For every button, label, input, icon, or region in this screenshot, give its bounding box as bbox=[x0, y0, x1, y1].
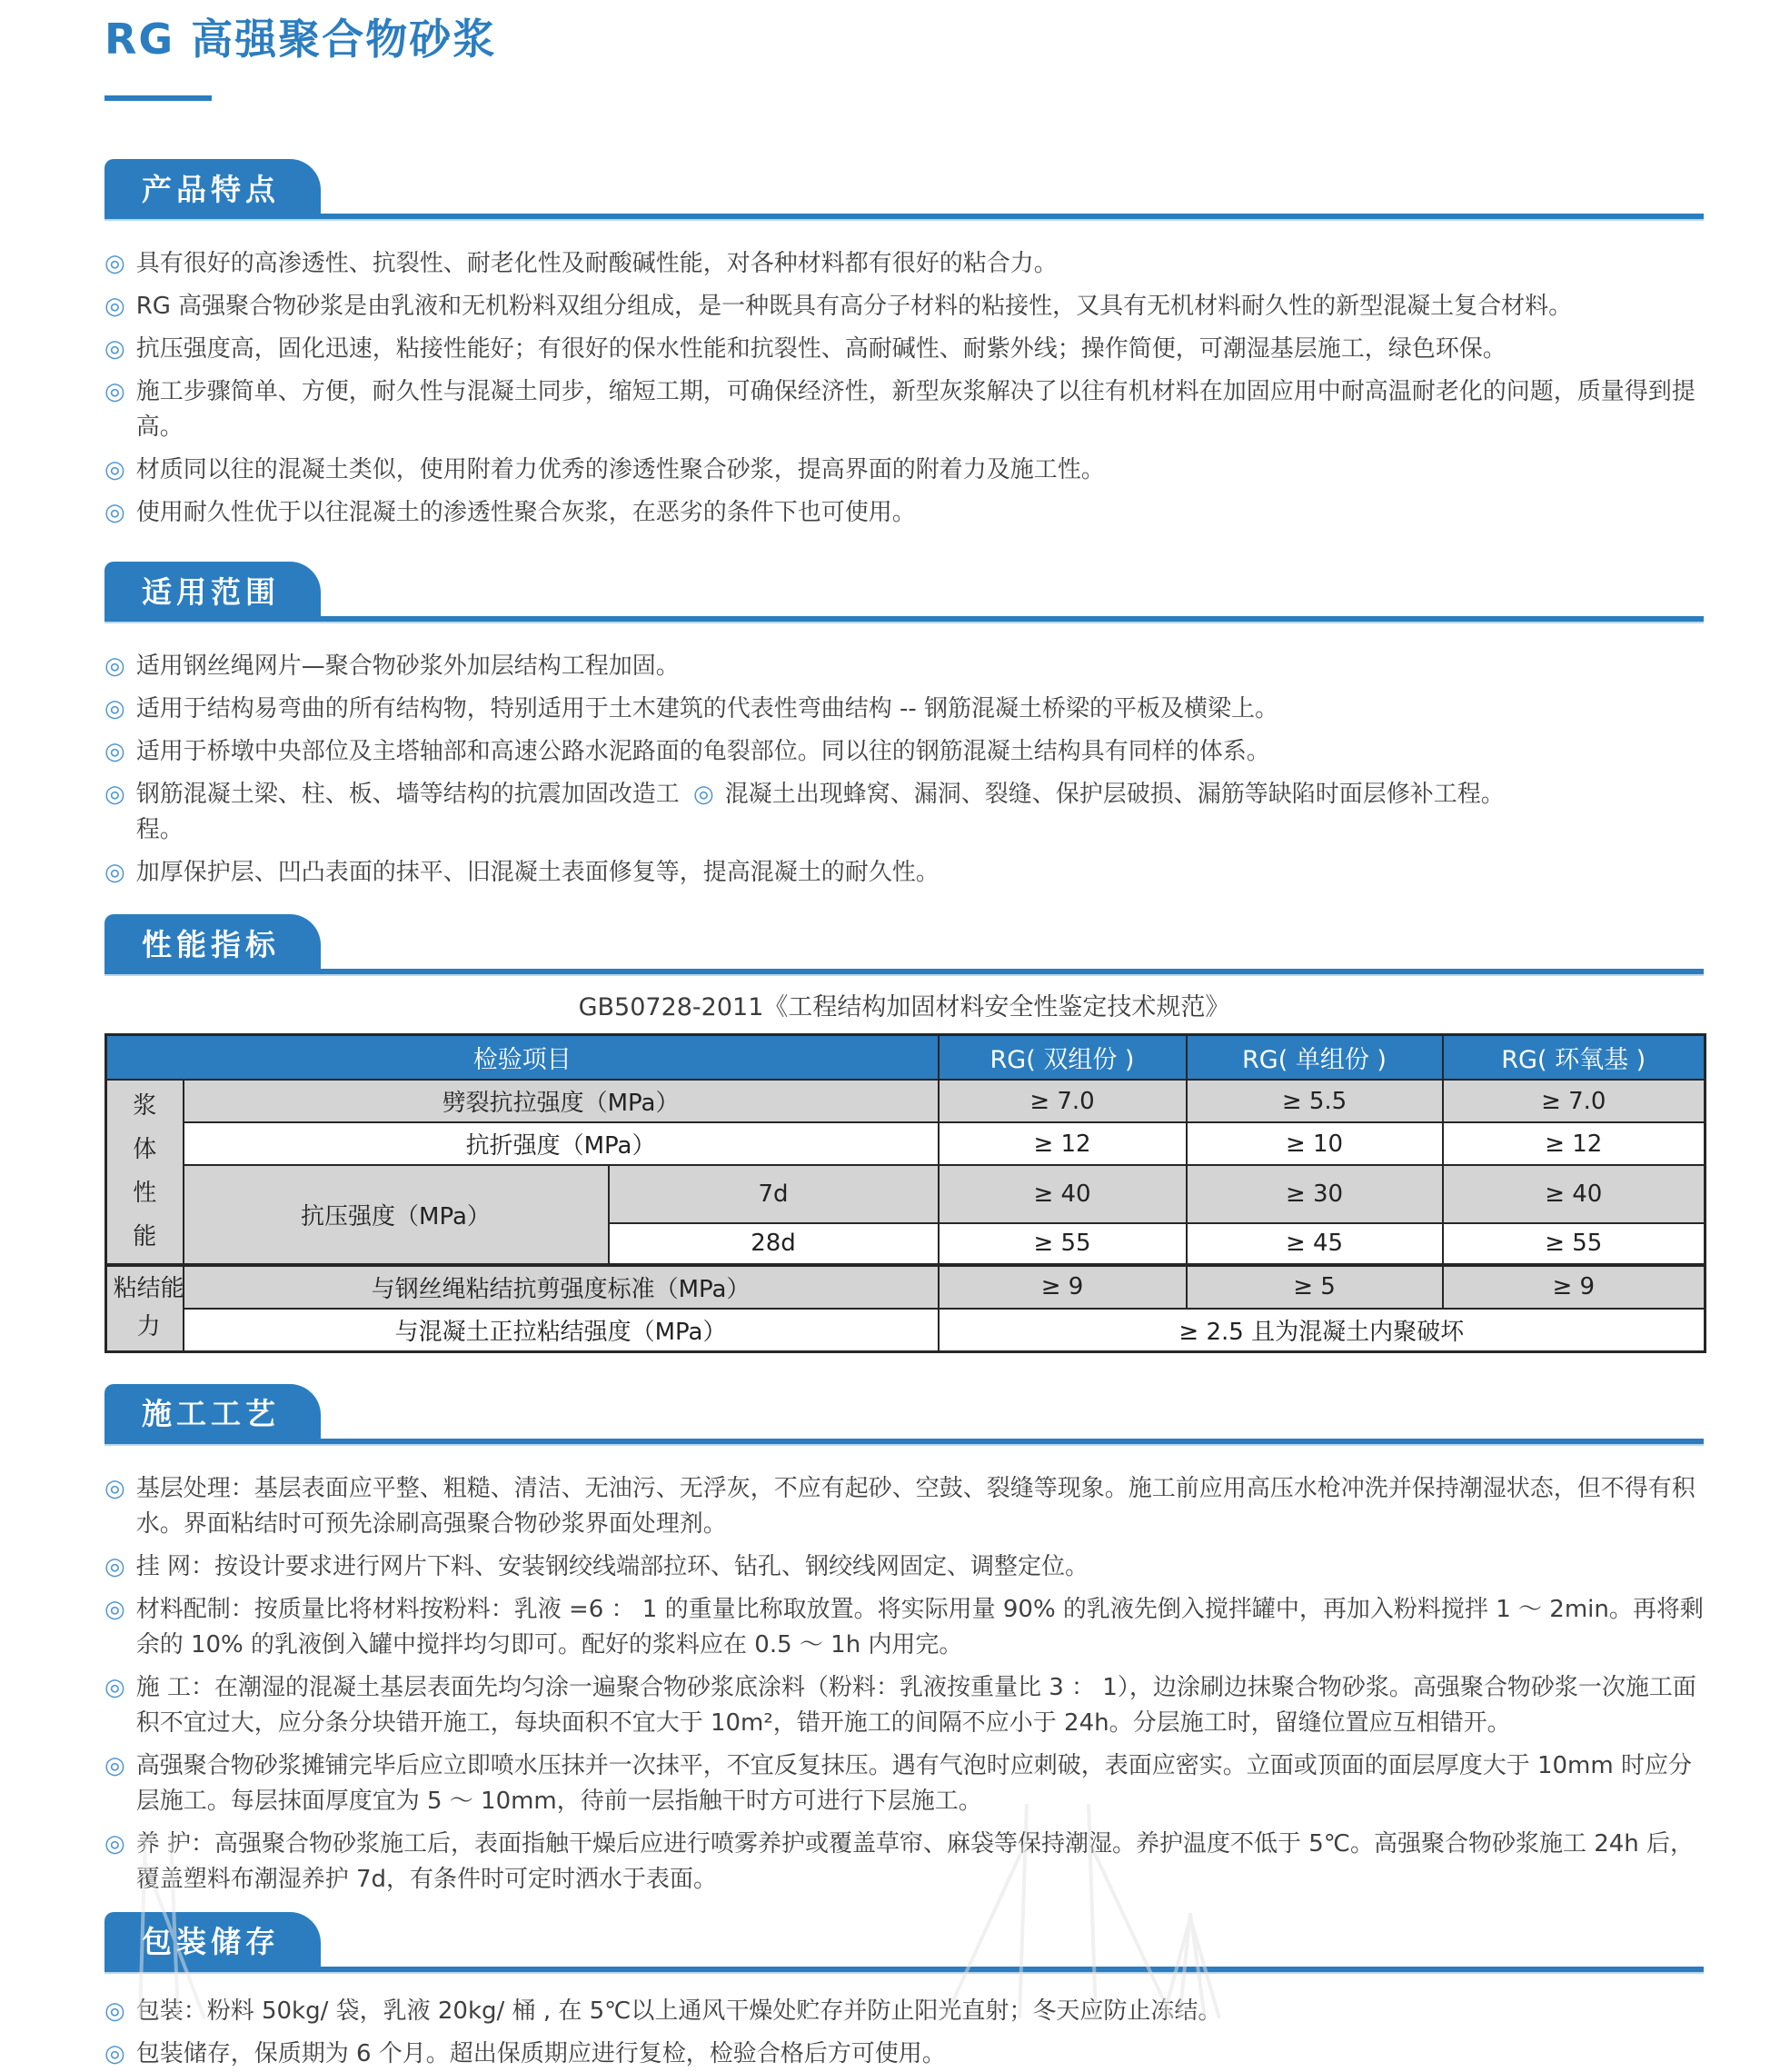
section-construction bbox=[104, 1384, 1704, 1898]
bullet-icon: ◎ bbox=[104, 1751, 125, 1779]
value-cell: ≥ 7.0 bbox=[939, 1080, 1187, 1122]
value-cell: ≥ 12 bbox=[1443, 1122, 1705, 1165]
list-item-text: 高强聚合物砂浆摊铺完毕后应立即喷水压抹并一次抹平，不宜反复抹压。遇有气泡时应刺破，表面应密实。立面或顶面的面层厚度大于 10mm 时应分层施工。每层抹面厚度宜为 5 ～ 10mm，待前一层指触干时方可进行下层施工。 bbox=[135, 1751, 1692, 1815]
section-rule bbox=[104, 969, 1704, 974]
group-label-slurry: 浆体性能 bbox=[106, 1080, 184, 1264]
list-item bbox=[104, 1748, 1704, 1819]
section-title: 施工工艺 bbox=[142, 1396, 280, 1432]
list-item-text: 施 工：在潮湿的混凝土基层表面先均匀涂一遍聚合物砂浆底涂料（粉料：乳液按重量比 3 ： 1），边涂刷边抹聚合物砂浆。高强聚合物砂浆一次施工面积不宜过大，应分条分块错开施工，每块面积不宜大于 10m²，错开施工的间隔不应小于 24h。分层施工时，留缝位置应互相错开。 bbox=[135, 1673, 1696, 1737]
bullet-icon: ◎ bbox=[104, 293, 125, 321]
item-cell: 与钢丝绳粘结抗剪强度标准（MPa） bbox=[184, 1265, 939, 1309]
group-label-bonding: 粘结能力 bbox=[106, 1265, 184, 1352]
value-cell: ≥ 5.5 bbox=[1187, 1080, 1443, 1122]
section-scope bbox=[104, 562, 1704, 891]
subitem-cell-28d: 28d bbox=[609, 1223, 939, 1265]
list-item-text: 适用于桥墩中央部位及主塔轴部和高速公路水泥路面的龟裂部位。同以往的钢筋混凝土结构具有同样的体系。 bbox=[135, 738, 1270, 766]
section-header-construction bbox=[104, 1384, 1704, 1444]
value-cell: ≥ 9 bbox=[1443, 1265, 1705, 1309]
list-item bbox=[104, 1827, 1704, 1898]
list-item-text: 混凝土出现蜂窝、漏洞、裂缝、保护层破损、漏筋等缺陷时面层修补工程。 bbox=[724, 781, 1505, 809]
value-cell: ≥ 30 bbox=[1187, 1165, 1443, 1222]
list-item-text: 适用钢丝绳网片—聚合物砂浆外加层结构工程加固。 bbox=[135, 652, 680, 681]
value-cell: ≥ 9 bbox=[939, 1265, 1187, 1309]
list-item bbox=[104, 2037, 1704, 2072]
value-cell: ≥ 10 bbox=[1187, 1122, 1443, 1165]
title-underline bbox=[104, 95, 212, 101]
list-item-text: 材料配制：按质量比将材料按粉料：乳液 =6 ： 1 的重量比称取放置。将实际用量 90% 的乳液先倒入搅拌罐中，再加入粉料搅拌 1 ～ 2min。再将剩余的 10% 的乳液倒入罐中搅拌均匀即可。配好的浆料应在 0.5 ～ 1h 内用完。 bbox=[135, 1595, 1704, 1659]
item-cell-compressive: 抗压强度（MPa） bbox=[184, 1165, 609, 1264]
list-item-text: 适用于结构易弯曲的所有结构物，特别适用于土木建筑的代表性弯曲结构 -- 钢筋混凝土桥梁的平板及横梁上。 bbox=[135, 695, 1278, 723]
performance-table bbox=[104, 1033, 1706, 1352]
table-row bbox=[106, 1165, 1705, 1222]
table-row bbox=[106, 1122, 1705, 1165]
section-header-packing bbox=[104, 1912, 1704, 1972]
value-cell-merged: ≥ 2.5 且为混凝土内聚破坏 bbox=[939, 1309, 1705, 1352]
bullet-icon: ◎ bbox=[104, 378, 125, 406]
value-cell: ≥ 7.0 bbox=[1443, 1080, 1705, 1122]
header-cell-item: 检验项目 bbox=[106, 1035, 939, 1081]
bullet-icon: ◎ bbox=[104, 1552, 125, 1580]
list-item-text: 挂 网：按设计要求进行网片下料、安装钢绞线端部拉环、钻孔、钢绞线网固定、调整定位。 bbox=[135, 1552, 1089, 1580]
list-item bbox=[104, 1994, 1704, 2029]
section-title: 适用范围 bbox=[142, 573, 280, 610]
list-item-text: 养 护：高强聚合物砂浆施工后，表面指触干燥后应进行喷雾养护或覆盖草帘、麻袋等保持潮湿。养护温度不低于 5℃。高强聚合物砂浆施工 24h 后，覆盖塑料布潮湿养护 7d，有条件时可定时洒水于表面。 bbox=[135, 1829, 1695, 1893]
list-item bbox=[104, 1670, 1704, 1741]
value-cell: ≥ 40 bbox=[939, 1165, 1187, 1222]
list-item-text: 基层处理：基层表面应平整、粗糙、清洁、无油污、无浮灰，不应有起砂、空鼓、裂缝等现象。施工前应用高压水枪冲洗并保持潮湿状态，但不得有积水。界面粘结时可预先涂刷高强聚合物砂浆界面处理剂。 bbox=[135, 1474, 1696, 1538]
list-item bbox=[104, 649, 1704, 684]
table-header-row bbox=[106, 1035, 1705, 1081]
header-cell-rge: RG( 环氧基 ) bbox=[1443, 1035, 1705, 1081]
bullet-icon: ◎ bbox=[104, 1997, 125, 2025]
list-item bbox=[104, 855, 1704, 891]
section-packing bbox=[104, 1912, 1704, 2072]
bullet-icon: ◎ bbox=[104, 781, 125, 809]
bullet-icon: ◎ bbox=[104, 738, 125, 766]
list-item bbox=[693, 777, 1704, 848]
bullet-icon: ◎ bbox=[104, 2039, 125, 2067]
table-row bbox=[106, 1080, 1705, 1122]
list-item bbox=[104, 1549, 1704, 1585]
list-item-text: 包装储存，保质期为 6 个月。超出保质期应进行复检，检验合格后方可使用。 bbox=[135, 2039, 946, 2067]
list-item bbox=[104, 734, 1704, 770]
list-item bbox=[104, 289, 1704, 324]
scope-list bbox=[104, 649, 1704, 891]
section-header-features bbox=[104, 159, 1704, 219]
bullet-icon: ◎ bbox=[104, 1829, 125, 1858]
section-rule bbox=[104, 214, 1704, 219]
section-rule bbox=[104, 1967, 1704, 1972]
list-item bbox=[104, 777, 693, 848]
section-badge-performance bbox=[104, 914, 321, 974]
list-item-text: 包装：粉料 50kg/ 袋，乳液 20kg/ 桶 , 在 5℃以上通风干燥处贮存并防止阳光直射；冬天应防止冻结。 bbox=[135, 1997, 1222, 2025]
item-cell: 劈裂抗拉强度（MPa） bbox=[184, 1080, 939, 1122]
section-badge-packing bbox=[104, 1912, 321, 1972]
section-title: 包装储存 bbox=[142, 1924, 280, 1960]
value-cell: ≥ 5 bbox=[1187, 1265, 1443, 1309]
bullet-icon: ◎ bbox=[104, 456, 125, 484]
bullet-icon: ◎ bbox=[693, 781, 714, 809]
bullet-icon: ◎ bbox=[104, 250, 125, 278]
list-item-text: 加厚保护层、凹凸表面的抹平、旧混凝土表面修复等，提高混凝土的耐久性。 bbox=[135, 859, 940, 887]
header-cell-rg2: RG( 双组份 ) bbox=[939, 1035, 1187, 1081]
section-header-scope bbox=[104, 562, 1704, 622]
section-rule bbox=[104, 1439, 1704, 1444]
table-caption: GB50728-2011《工程结构加固材料安全性鉴定技术规范》 bbox=[578, 993, 1230, 1022]
item-cell: 抗折强度（MPa） bbox=[184, 1122, 939, 1165]
list-item bbox=[104, 332, 1704, 367]
value-cell: ≥ 12 bbox=[939, 1122, 1187, 1165]
list-row-double bbox=[104, 777, 1704, 848]
list-item-text: 钢筋混凝土梁、柱、板、墙等结构的抗震加固改造工程。 bbox=[135, 781, 680, 844]
section-title: 产品特点 bbox=[142, 171, 280, 207]
value-cell: ≥ 55 bbox=[1443, 1223, 1705, 1265]
table-row bbox=[106, 1265, 1705, 1309]
value-cell: ≥ 45 bbox=[1187, 1223, 1443, 1265]
list-item bbox=[104, 1471, 1704, 1542]
bullet-icon: ◎ bbox=[104, 1595, 125, 1623]
bullet-icon: ◎ bbox=[104, 1673, 125, 1701]
header-cell-rg1: RG( 单组份 ) bbox=[1187, 1035, 1443, 1081]
section-badge-construction bbox=[104, 1384, 321, 1444]
section-performance bbox=[104, 914, 1704, 1352]
bullet-icon: ◎ bbox=[104, 859, 125, 887]
bullet-icon: ◎ bbox=[104, 652, 125, 681]
features-list bbox=[104, 246, 1704, 531]
section-badge-features bbox=[104, 159, 321, 219]
construction-list bbox=[104, 1471, 1704, 1898]
list-item-text: 材质同以往的混凝土类似，使用附着力优秀的渗透性聚合砂浆，提高界面的附着力及施工性。 bbox=[135, 456, 1105, 484]
list-item bbox=[104, 453, 1704, 488]
item-cell: 与混凝土正拉粘结强度（MPa） bbox=[184, 1309, 939, 1352]
list-item bbox=[104, 374, 1704, 445]
table-row bbox=[106, 1309, 1705, 1352]
packing-list bbox=[104, 1994, 1704, 2072]
list-item bbox=[104, 692, 1704, 727]
section-features bbox=[104, 159, 1704, 531]
list-item bbox=[104, 1592, 1704, 1663]
bullet-icon: ◎ bbox=[104, 335, 125, 364]
section-badge-scope bbox=[104, 562, 321, 622]
list-item-text: 施工步骤简单、方便，耐久性与混凝土同步，缩短工期，可确保经济性，新型灰浆解决了以往有机材料在加固应用中耐高温耐老化的问题，质量得到提高。 bbox=[135, 378, 1696, 442]
subitem-cell-7d: 7d bbox=[609, 1165, 939, 1222]
bullet-icon: ◎ bbox=[104, 1474, 125, 1502]
section-title: 性能指标 bbox=[142, 926, 280, 962]
list-item bbox=[104, 246, 1704, 282]
list-item-text: RG 高强聚合物砂浆是由乳液和无机粉料双组分组成，是一种既具有高分子材料的粘接性，又具有无机材料耐久性的新型混凝土复合材料。 bbox=[135, 293, 1573, 321]
page-title: RG 高强聚合物砂浆 bbox=[104, 15, 497, 64]
section-header-performance bbox=[104, 914, 1704, 974]
bullet-icon: ◎ bbox=[104, 695, 125, 723]
list-item-text: 抗压强度高，固化迅速，粘接性能好；有很好的保水性能和抗裂性、高耐碱性、耐紫外线；操作简便，可潮湿基层施工，绿色环保。 bbox=[135, 335, 1507, 364]
value-cell: ≥ 55 bbox=[939, 1223, 1187, 1265]
value-cell: ≥ 40 bbox=[1443, 1165, 1705, 1222]
list-item bbox=[104, 495, 1704, 531]
bullet-icon: ◎ bbox=[104, 499, 125, 527]
list-item-text: 具有很好的高渗透性、抗裂性、耐老化性及耐酸碱性能，对各种材料都有很好的粘合力。 bbox=[135, 250, 1058, 278]
section-rule bbox=[104, 616, 1704, 622]
list-item-text: 使用耐久性优于以往混凝土的渗透性聚合灰浆，在恶劣的条件下也可使用。 bbox=[135, 499, 916, 527]
